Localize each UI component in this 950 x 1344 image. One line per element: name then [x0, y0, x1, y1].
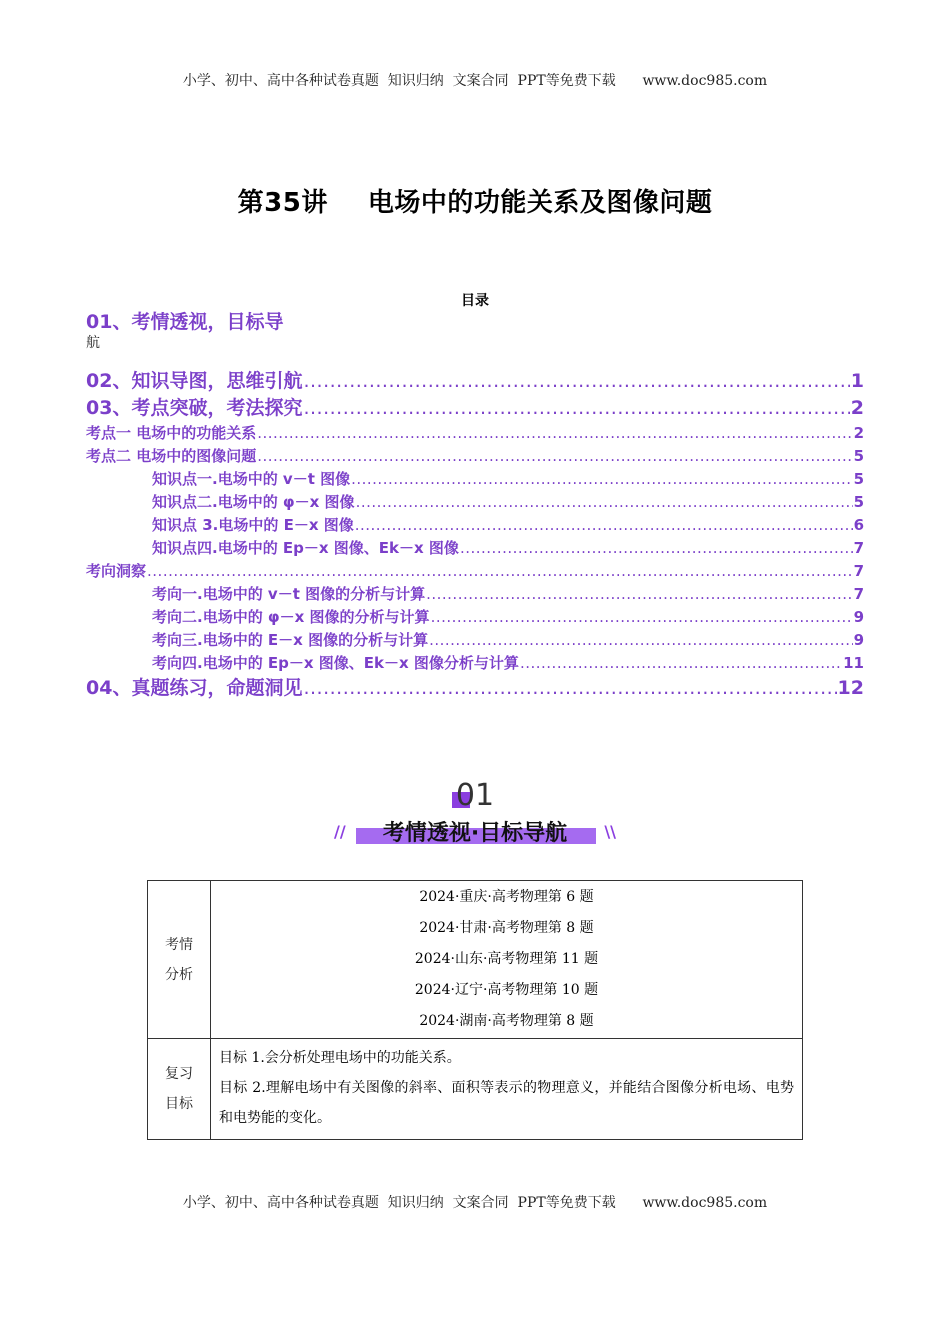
banner-number: 01	[455, 778, 495, 813]
lecture-topic: 电场中的功能关系及图像问题	[367, 188, 713, 218]
page-footer: 小学、初中、高中各种试卷真题 知识归纳 文案合同 PPT等免费下载 www.doc985.com	[182, 1195, 768, 1211]
goal-list	[211, 1039, 803, 1140]
row-header-analysis: 考情 分析	[148, 881, 211, 1039]
document-title	[0, 182, 950, 219]
row-header-goals: 复习 目标	[148, 1039, 211, 1140]
toc-entry-zhishi-3[interactable]: 知识点 3.电场中的 E－x 图像 ..... 6	[86, 514, 864, 537]
toc-entry-zhishi-2[interactable]: 知识点二.电场中的 φ－x 图像 ..... 5	[86, 491, 864, 514]
goal-item: 目标 1.会分析处理电场中的功能关系。	[219, 1050, 461, 1066]
toc-entry-kaodian-1[interactable]: 考点一 电场中的功能关系 ..... 2	[86, 422, 864, 445]
exam-item: 2024·辽宁·高考物理第 10 题	[414, 982, 599, 998]
exam-list	[211, 881, 803, 1039]
toc-entry-01-wrap: 航	[86, 335, 100, 351]
toc-entry-02[interactable]: 02、知识导图，思维引航 ..... 1	[86, 368, 864, 395]
toc-entry-zhishi-1[interactable]: 知识点一.电场中的 v－t 图像 ..... 5	[86, 468, 864, 491]
toc-heading: 目录	[461, 293, 489, 309]
banner-label: 考情透视·目标导航	[382, 821, 568, 846]
section-banner	[330, 778, 620, 850]
toc-entry-01[interactable]: 01、考情透视，目标导	[86, 311, 284, 333]
lecture-number: 第35讲	[237, 188, 328, 218]
toc-entry-kaoxiang-2[interactable]: 考向二.电场中的 φ－x 图像的分析与计算 ..... 9	[86, 606, 864, 629]
toc-entry-zhishi-4[interactable]: 知识点四.电场中的 Ep－x 图像、Ek－x 图像 ..... 7	[86, 537, 864, 560]
table-of-contents	[86, 310, 864, 702]
table-row	[148, 881, 803, 1039]
table-row	[148, 1039, 803, 1140]
toc-entry-kaodian-2[interactable]: 考点二 电场中的图像问题 ..... 5	[86, 445, 864, 468]
toc-entry-kaoxiang[interactable]: 考向洞察 ..... 7	[86, 560, 864, 583]
toc-entry-kaoxiang-1[interactable]: 考向一.电场中的 v－t 图像的分析与计算 ..... 7	[86, 583, 864, 606]
exam-item: 2024·山东·高考物理第 11 题	[414, 951, 599, 967]
exam-item: 2024·重庆·高考物理第 6 题	[419, 889, 594, 905]
toc-entry-04[interactable]: 04、真题练习，命题洞见 ..... 12	[86, 675, 864, 702]
page-header: 小学、初中、高中各种试卷真题 知识归纳 文案合同 PPT等免费下载 www.doc985.com	[182, 73, 768, 89]
exam-analysis-table	[147, 880, 803, 1140]
toc-entry-03[interactable]: 03、考点突破，考法探究 ..... 2	[86, 395, 864, 422]
toc-entry-kaoxiang-4[interactable]: 考向四.电场中的 Ep－x 图像、Ek－x 图像分析与计算 ..... 11	[86, 652, 864, 675]
toc-entry-kaoxiang-3[interactable]: 考向三.电场中的 E－x 图像的分析与计算 ..... 9	[86, 629, 864, 652]
banner-right-slash-icon: \\	[604, 822, 616, 841]
exam-item: 2024·湖南·高考物理第 8 题	[419, 1013, 594, 1029]
exam-item: 2024·甘肃·高考物理第 8 题	[419, 920, 594, 936]
banner-left-slash-icon: //	[334, 822, 346, 841]
goal-item: 目标 2.理解电场中有关图像的斜率、面积等表示的物理意义，并能结合图像分析电场、电势和电势能的变化。	[219, 1080, 794, 1126]
